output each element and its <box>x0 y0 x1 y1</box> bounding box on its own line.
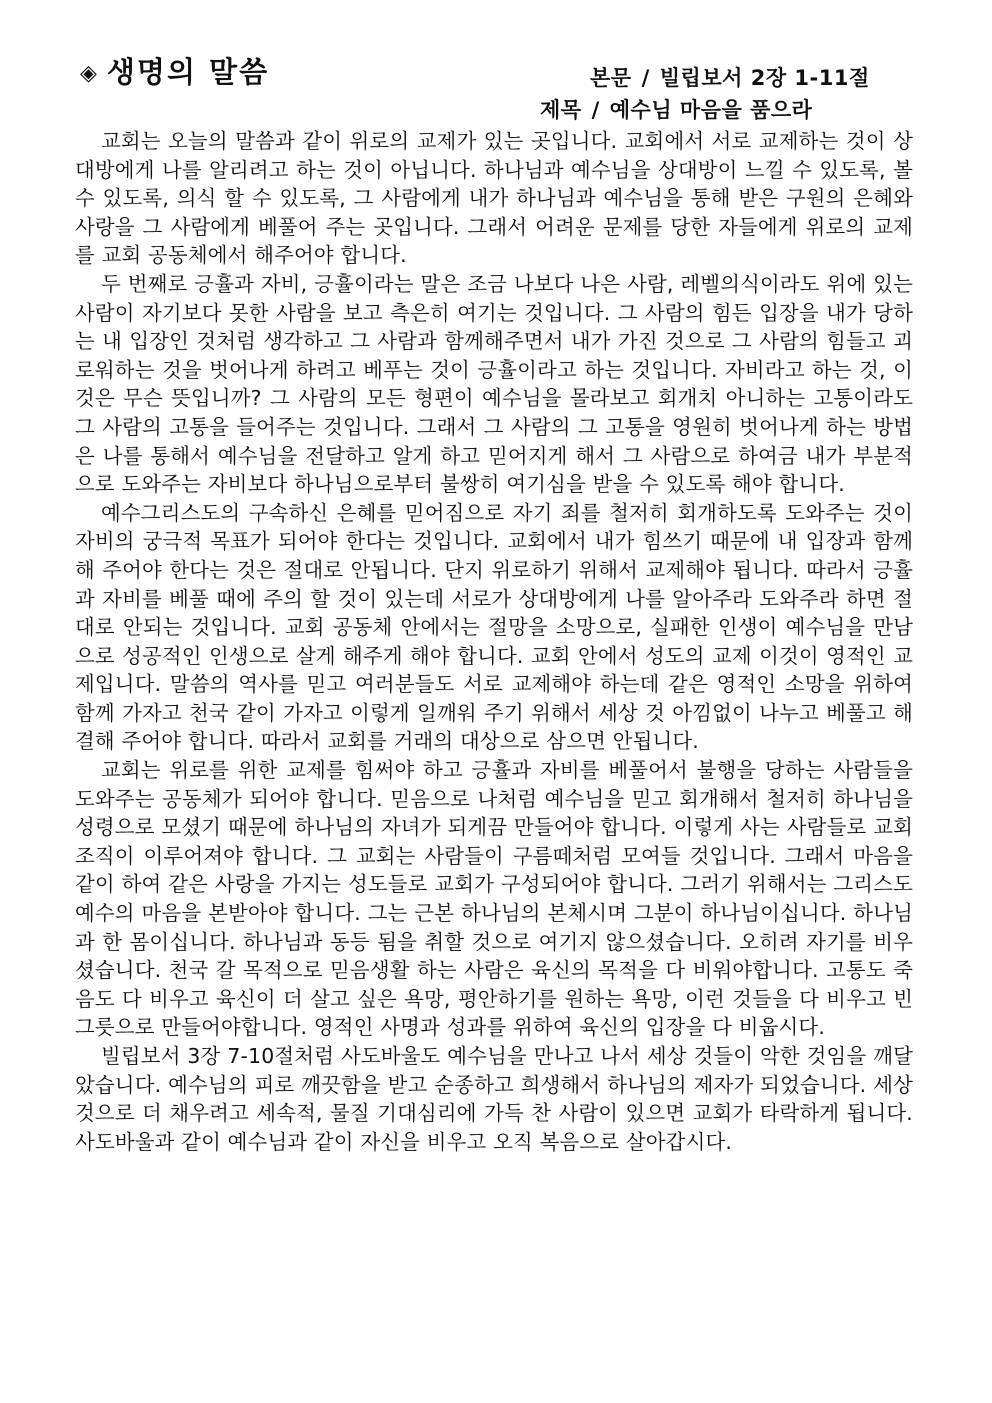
scripture-label: 본문 <box>590 66 632 90</box>
scripture-separator: / <box>641 66 650 90</box>
paragraph: 교회는 오늘의 말씀과 같이 위로의 교제가 있는 곳입니다. 교회에서 서로 교제하는 것이 상대방에게 나를 알리려고 하는 것이 아닙니다. 하나님과 예수님을 상대방이 느낄 수 있도록, 볼 수 있도록, 의식 할 수 있도록, 그 사람에게 내가 하나님과 예수님을 통해 받은 구원의 은혜와 사랑을 그 사람에게 베풀어 주는 곳입니다. 그래서 어려운 문제를 당한 자들에게 위로의 교제를 교회 공동체에서 해주어야 합니다. <box>75 129 913 268</box>
paragraph: 예수그리스도의 구속하신 은혜를 믿어짐으로 자기 죄를 철저히 회개하도록 도와주는 것이 자비의 궁극적 목표가 되어야 한다는 것입니다. 교회에서 내가 힘쓰기 때문에 내 입장과 함께 해 주어야 한다는 것은 절대로 안됩니다. 단지 위로하기 위해서 교제해야 됩니다. 따라서 긍휼과 자비를 베풀 때에 주의 할 것이 있는데 서로가 상대방에게 나를 알아주라 도와주라 하면 절대로 안되는 것입니다. 교회 공동체 안에서는 절망을 소망으로, 실패한 인생이 예수님을 만남으로 성공적인 인생으로 살게 해주게 해야 합니다. 교회 안에서 성도의 교제 이것이 영적인 교제입니다. 말씀의 역사를 믿고 여러분들도 서로 교제해야 하는데 같은 영적인 소망을 위하여 함께 가자고 천국 같이 가자고 이렇게 일깨워 주기 위해서 세상 것 아낌없이 나누고 베풀고 해결해 주어야 합니다. 따라서 교회를 거래의 대상으로 삼으면 안됩니다. <box>75 500 913 754</box>
topic-separator: / <box>591 98 600 122</box>
topic-label: 제목 <box>540 98 582 122</box>
paragraph: 두 번째로 긍휼과 자비, 긍휼이라는 말은 조금 나보다 나은 사람, 레벨의식이라도 위에 있는 사람이 자기보다 못한 사람을 보고 측은히 여기는 것입니다. 그 사람의 힘든 입장을 내가 당하는 내 입장인 것처럼 생각하고 그 사람과 함께해주면서 내가 가진 것으로 그 사람의 힘들고 괴로워하는 것을 벗어나게 하려고 베푸는 것이 긍휼이라고 하는 것입니다. 자비라고 하는 것, 이것은 무슨 뜻입니까? 그 사람의 모든 형편이 예수님을 몰라보고 회개치 아니하는 고통이라도 그 사람의 고통을 들어주는 것입니다. 그래서 그 사람의 그 고통을 영원히 벗어나게 하는 방법은 나를 통해서 예수님을 전달하고 알게 하고 믿어지게 해서 그 사람으로 하여금 내가 부분적으로 도와주는 자비보다 하나님으로부터 불쌍히 여기심을 받을 수 있도록 해야 합니다. <box>75 271 913 497</box>
sermon-topic <box>540 94 812 124</box>
diamond-bullet-icon: ◈ <box>80 61 99 86</box>
paragraph: 교회는 위로를 위한 교제를 힘써야 하고 긍휼과 자비를 베풀어서 불행을 당하는 사람들을 도와주는 공동체가 되어야 합니다. 믿음으로 나처럼 예수님을 믿고 회개해서 철저히 하나님을 성령으로 모셨기 때문에 하나님의 자녀가 되게끔 만들어야 합니다. 이렇게 사는 사람들로 교회 조직이 이루어져야 합니다. 그 교회는 사람들이 구름떼처럼 모여들 것입니다. 그래서 마음을 같이 하여 같은 사랑을 가지는 성도들로 교회가 구성되어야 합니다. 그러기 위해서는 그리스도 예수의 마음을 본받아야 합니다. 그는 근본 하나님의 본체시며 그분이 하나님이십니다. 하나님과 한 몸이십니다. 하나님과 동등 됨을 취할 것으로 여기지 않으셨습니다. 오히려 자기를 비우셨습니다. 천국 갈 목적으로 믿음생활 하는 사람은 육신의 목적을 다 비워야합니다. 고통도 죽음도 다 비우고 육신이 더 살고 싶은 욕망, 평안하기를 원하는 욕망, 이런 것들을 다 비우고 빈 그릇으로 만들어야합니다. 영적인 사명과 성과를 위하여 육신의 입장을 다 비웁시다. <box>75 758 913 1040</box>
topic-text: 예수님 마음을 품으라 <box>609 98 813 122</box>
page-title <box>80 50 269 91</box>
scripture-reference <box>590 62 870 92</box>
sermon-body <box>75 127 913 1156</box>
scripture-ref: 빌립보서 2장 1-11절 <box>659 66 870 90</box>
paragraph: 빌립보서 3장 7-10절처럼 사도바울도 예수님을 만나고 나서 세상 것들이 악한 것임을 깨달았습니다. 예수님의 피로 깨끗함을 받고 순종하고 희생해서 하나님의 제자가 되었습니다. 세상 것으로 더 채우려고 세속적, 물질 기대심리에 가득 찬 사람이 있으면 교회가 타락하게 됩니다. 사도바울과 같이 예수님과 같이 자신을 비우고 오직 복음으로 살아갑시다. <box>75 1044 913 1154</box>
page-title-text: 생명의 말씀 <box>106 55 270 89</box>
